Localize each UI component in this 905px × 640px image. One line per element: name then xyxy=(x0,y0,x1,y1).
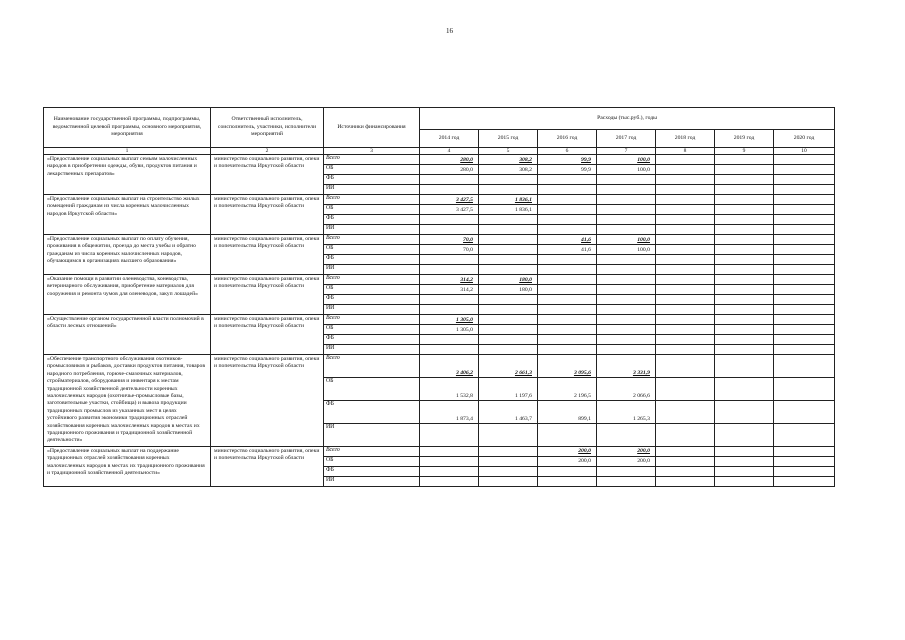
expense-value xyxy=(538,285,597,295)
expense-value xyxy=(597,225,656,235)
expense-value: 308,2 xyxy=(479,155,538,165)
expense-value xyxy=(597,305,656,315)
expense-value xyxy=(656,355,715,378)
expense-value: 180,0 xyxy=(479,285,538,295)
header-index-cell: 5 xyxy=(479,148,538,155)
expense-value: 314,2 xyxy=(420,275,479,285)
expense-value xyxy=(538,265,597,275)
expense-value: 1 836,1 xyxy=(479,205,538,215)
expense-value xyxy=(420,295,479,305)
expense-value xyxy=(715,295,774,305)
expense-value xyxy=(715,466,774,476)
header-index-cell: 6 xyxy=(538,148,597,155)
funding-source: Всего xyxy=(324,355,420,378)
expense-value xyxy=(656,165,715,175)
expense-value: 200,0 xyxy=(538,446,597,456)
expense-value: 3 095,6 xyxy=(538,355,597,378)
header-index-cell: 9 xyxy=(715,148,774,155)
expense-value xyxy=(538,423,597,446)
expense-value: 280,0 xyxy=(420,155,479,165)
funding-source: ОБ xyxy=(324,377,420,400)
expense-value xyxy=(479,245,538,255)
expense-value xyxy=(774,377,835,400)
expense-value xyxy=(479,185,538,195)
expense-value xyxy=(656,275,715,285)
expense-value xyxy=(715,345,774,355)
expense-value xyxy=(656,325,715,335)
table-header xyxy=(44,108,835,155)
expense-value xyxy=(597,255,656,265)
expense-value xyxy=(420,423,479,446)
expense-value xyxy=(597,466,656,476)
expense-value xyxy=(715,185,774,195)
funding-source: ФБ xyxy=(324,215,420,225)
expense-value: 1 197,6 xyxy=(479,377,538,400)
expense-value xyxy=(538,195,597,205)
funding-source: ИИ xyxy=(324,345,420,355)
expense-value xyxy=(597,175,656,185)
measure-name: «Предоставление социальных выплат на поддержание традиционных отраслей хозяйствования коренных малочисленных народов в местах их традиционного проживания и традиционной хозяйственной деятельности» xyxy=(44,446,211,486)
expense-value xyxy=(715,155,774,165)
expense-value xyxy=(774,466,835,476)
expense-value: 1 532,8 xyxy=(420,377,479,400)
expense-value xyxy=(479,295,538,305)
funding-source: Всего xyxy=(324,235,420,245)
header-index-cell: 4 xyxy=(420,148,479,155)
measure-name: «Обеспечение транспортного обслуживания охотников-промысловиков и рыбаков, доставки продуктов питания, товаров народного потребления, горюче-смазочных материалов, стройматериалов, оборудования и инвентаря к местам традиционной хозяйственной деятельности коренных малочисленных народов (охотничье-промысловые базы, заготовительные участки, стойбища) и вывоза продукции традиционных промыслов из указанных мест в целях устойчивого развития экономики традиционных отраслей хозяйствования коренных малочисленных народов в местах их традиционного проживания и традиционной хозяйственной деятельности» xyxy=(44,355,211,447)
expense-value xyxy=(656,205,715,215)
expense-value xyxy=(715,476,774,486)
header-index xyxy=(44,148,835,155)
header-year: 2018 год xyxy=(656,130,715,148)
expense-value xyxy=(420,466,479,476)
expense-value xyxy=(656,225,715,235)
expense-value: 2 661,3 xyxy=(479,355,538,378)
expense-value: 70,0 xyxy=(420,245,479,255)
expense-value: 2 196,5 xyxy=(538,377,597,400)
funding-source: Всего xyxy=(324,446,420,456)
page-number: 16 xyxy=(446,27,453,35)
expense-value xyxy=(420,456,479,466)
expense-value xyxy=(479,466,538,476)
expense-value xyxy=(479,225,538,235)
table-row xyxy=(44,446,835,456)
expense-value xyxy=(597,185,656,195)
table-body xyxy=(44,155,835,487)
expense-value xyxy=(715,355,774,378)
expense-value xyxy=(538,315,597,325)
expense-value xyxy=(656,400,715,423)
expense-value xyxy=(538,476,597,486)
header-year: 2019 год xyxy=(715,130,774,148)
expense-value xyxy=(656,466,715,476)
expense-value xyxy=(774,245,835,255)
expense-value: 100,0 xyxy=(597,155,656,165)
header-expenses: Расходы (тыс.руб.), годы xyxy=(420,108,835,130)
expense-value xyxy=(774,185,835,195)
expense-value xyxy=(656,265,715,275)
responsible-executor: министерство социального развития, опеки и попечительства Иркутской области xyxy=(211,275,324,315)
funding-source: ФБ xyxy=(324,255,420,265)
expense-value xyxy=(656,175,715,185)
expense-value xyxy=(715,456,774,466)
measure-name: «Предоставление социальных выплат семьям малочисленных народов в приобретении одежды, обуви, продуктов питания и лекарственных препаратов» xyxy=(44,155,211,195)
funding-source: ОБ xyxy=(324,285,420,295)
expense-value xyxy=(479,476,538,486)
expense-value xyxy=(774,446,835,456)
funding-source: ФБ xyxy=(324,175,420,185)
expense-value xyxy=(715,205,774,215)
table-row xyxy=(44,315,835,325)
funding-source: Всего xyxy=(324,315,420,325)
expense-value: 1 265,3 xyxy=(597,400,656,423)
expense-value xyxy=(715,446,774,456)
expense-value xyxy=(656,185,715,195)
header-index-cell: 7 xyxy=(597,148,656,155)
expense-value xyxy=(656,155,715,165)
expense-value xyxy=(597,423,656,446)
expense-value xyxy=(420,446,479,456)
header-index-cell: 2 xyxy=(211,148,324,155)
table-row xyxy=(44,155,835,165)
expense-value xyxy=(774,165,835,175)
expense-value xyxy=(656,345,715,355)
measure-name: «Осуществление органом государственной власти полномочий в области лесных отношений» xyxy=(44,315,211,355)
expense-value xyxy=(715,400,774,423)
expense-value xyxy=(774,400,835,423)
expense-value xyxy=(420,345,479,355)
expense-value: 200,0 xyxy=(597,456,656,466)
expense-value xyxy=(420,175,479,185)
expense-value xyxy=(538,295,597,305)
expense-value: 100,0 xyxy=(597,245,656,255)
header-index-cell: 8 xyxy=(656,148,715,155)
expense-value xyxy=(656,335,715,345)
expense-value xyxy=(774,255,835,265)
expense-value xyxy=(656,245,715,255)
expense-value xyxy=(656,476,715,486)
expense-value xyxy=(479,255,538,265)
expense-value xyxy=(774,423,835,446)
expense-value xyxy=(420,185,479,195)
expense-value: 100,0 xyxy=(597,235,656,245)
funding-source: ОБ xyxy=(324,165,420,175)
expense-value xyxy=(597,325,656,335)
expense-value xyxy=(538,185,597,195)
expense-value xyxy=(715,315,774,325)
table-row xyxy=(44,275,835,285)
expense-value xyxy=(715,265,774,275)
funding-source: ОБ xyxy=(324,205,420,215)
expense-value xyxy=(597,265,656,275)
expense-value xyxy=(774,215,835,225)
expense-value: 3 406,2 xyxy=(420,355,479,378)
expense-value xyxy=(774,205,835,215)
expense-value xyxy=(774,295,835,305)
expense-value xyxy=(479,305,538,315)
expense-value xyxy=(715,305,774,315)
expense-value xyxy=(420,335,479,345)
expense-value xyxy=(597,215,656,225)
expense-value xyxy=(479,175,538,185)
funding-source: ФБ xyxy=(324,400,420,423)
expense-value xyxy=(774,476,835,486)
funding-source: ИИ xyxy=(324,265,420,275)
expense-value: 2 066,6 xyxy=(597,377,656,400)
funding-source: Всего xyxy=(324,195,420,205)
expense-value xyxy=(479,215,538,225)
expense-value xyxy=(538,215,597,225)
expense-value xyxy=(420,215,479,225)
expense-value xyxy=(774,175,835,185)
expense-value xyxy=(774,355,835,378)
expense-value xyxy=(774,275,835,285)
expense-value xyxy=(774,335,835,345)
expense-value xyxy=(479,335,538,345)
responsible-executor: министерство социального развития, опеки и попечительства Иркутской области xyxy=(211,315,324,355)
expense-value xyxy=(538,335,597,345)
expense-value xyxy=(538,466,597,476)
expense-value xyxy=(656,423,715,446)
expense-value: 70,0 xyxy=(420,235,479,245)
measure-name: «Предоставление социальных выплат на строительство жилых помещений гражданам из числа коренных малочисленных народов Иркутской области» xyxy=(44,195,211,235)
expense-value xyxy=(597,315,656,325)
expense-value: 314,2 xyxy=(420,285,479,295)
expense-value xyxy=(479,265,538,275)
expense-value: 280,0 xyxy=(420,165,479,175)
funding-source: ИИ xyxy=(324,476,420,486)
header-index-cell: 1 xyxy=(44,148,211,155)
responsible-executor: министерство социального развития, опеки и попечительства Иркутской области xyxy=(211,355,324,447)
expense-value: 41,6 xyxy=(538,235,597,245)
expense-value: 899,1 xyxy=(538,400,597,423)
table-row xyxy=(44,195,835,205)
expense-value xyxy=(774,225,835,235)
table-row xyxy=(44,355,835,378)
header-year: 2015 год xyxy=(479,130,538,148)
expense-value xyxy=(420,255,479,265)
expense-value xyxy=(715,225,774,235)
expense-value: 3 427,5 xyxy=(420,205,479,215)
expense-value xyxy=(656,215,715,225)
header-year: 2017 год xyxy=(597,130,656,148)
header-index-cell: 3 xyxy=(324,148,420,155)
expense-value: 1 873,4 xyxy=(420,400,479,423)
expense-value xyxy=(774,235,835,245)
expense-value xyxy=(715,325,774,335)
expense-value xyxy=(774,315,835,325)
expense-value xyxy=(715,423,774,446)
measure-name: «Предоставление социальных выплат по оплату обучения, проживания в общежитии, проезда до места учебы и обратно гражданам из числа коренных малочисленных народов, обучающимся в организациях высшего образования» xyxy=(44,235,211,275)
expense-value xyxy=(479,345,538,355)
funding-source: ФБ xyxy=(324,295,420,305)
expense-value: 1 305,0 xyxy=(420,325,479,335)
funding-source: Всего xyxy=(324,155,420,165)
expense-value xyxy=(479,423,538,446)
funding-source: ОБ xyxy=(324,456,420,466)
expense-value: 99,9 xyxy=(538,155,597,165)
expense-value xyxy=(479,315,538,325)
expense-value xyxy=(774,195,835,205)
expense-value xyxy=(479,235,538,245)
expense-value xyxy=(715,275,774,285)
expense-value: 200,0 xyxy=(597,446,656,456)
expense-value xyxy=(656,255,715,265)
expense-value xyxy=(774,325,835,335)
expense-value xyxy=(538,305,597,315)
expense-value xyxy=(715,195,774,205)
funding-source: ОБ xyxy=(324,325,420,335)
funding-source: ФБ xyxy=(324,466,420,476)
expense-value xyxy=(774,345,835,355)
expense-value xyxy=(774,456,835,466)
expense-value xyxy=(774,265,835,275)
expense-value xyxy=(774,305,835,315)
expense-value: 100,0 xyxy=(597,165,656,175)
expense-value xyxy=(479,456,538,466)
expense-value xyxy=(715,165,774,175)
expense-value xyxy=(656,295,715,305)
expense-value xyxy=(538,175,597,185)
expense-value: 41,6 xyxy=(538,245,597,255)
funding-source: ИИ xyxy=(324,185,420,195)
expense-value xyxy=(538,205,597,215)
expense-value xyxy=(538,255,597,265)
header-year: 2016 год xyxy=(538,130,597,148)
header-source: Источники финансирования xyxy=(324,108,420,148)
responsible-executor: министерство социального развития, опеки и попечительства Иркутской области xyxy=(211,155,324,195)
expense-value xyxy=(715,235,774,245)
expense-value xyxy=(774,285,835,295)
expense-value xyxy=(420,265,479,275)
expense-value xyxy=(538,275,597,285)
expense-value xyxy=(715,255,774,265)
expense-value xyxy=(479,325,538,335)
expense-value xyxy=(597,345,656,355)
expense-value xyxy=(597,275,656,285)
header-name: Наименование государственной программы, подпрограммы, ведомственной целевой программы, основного мероприятия, мероприятия xyxy=(44,108,211,148)
expense-value xyxy=(597,205,656,215)
responsible-executor: министерство социального развития, опеки и попечительства Иркутской области xyxy=(211,235,324,275)
expense-value: 1 836,1 xyxy=(479,195,538,205)
funding-source: ИИ xyxy=(324,225,420,235)
funding-source: ИИ xyxy=(324,423,420,446)
expense-value: 3 427,5 xyxy=(420,195,479,205)
expense-value xyxy=(597,335,656,345)
expense-value xyxy=(597,295,656,305)
expense-value xyxy=(597,476,656,486)
expense-value xyxy=(420,225,479,235)
header-year: 2014 год xyxy=(420,130,479,148)
expense-value xyxy=(774,155,835,165)
expense-value: 1 463,7 xyxy=(479,400,538,423)
table-row xyxy=(44,235,835,245)
responsible-executor: министерство социального развития, опеки и попечительства Иркутской области xyxy=(211,195,324,235)
expense-value: 3 331,9 xyxy=(597,355,656,378)
header-year: 2020 год xyxy=(774,130,835,148)
expense-value xyxy=(597,195,656,205)
funding-source: ИИ xyxy=(324,305,420,315)
expense-value xyxy=(656,285,715,295)
responsible-executor: министерство социального развития, опеки и попечительства Иркутской области xyxy=(211,446,324,486)
expense-value xyxy=(538,225,597,235)
funding-source: ФБ xyxy=(324,335,420,345)
header-index-cell: 10 xyxy=(774,148,835,155)
expense-value xyxy=(656,305,715,315)
expense-value xyxy=(656,195,715,205)
expense-value xyxy=(538,345,597,355)
funding-source: ОБ xyxy=(324,245,420,255)
expense-value: 1 305,0 xyxy=(420,315,479,325)
expenses-table xyxy=(43,107,835,487)
expense-value xyxy=(656,315,715,325)
expense-value xyxy=(715,245,774,255)
expense-value xyxy=(597,285,656,295)
expense-value xyxy=(715,215,774,225)
expense-value: 180,0 xyxy=(479,275,538,285)
expense-value xyxy=(656,235,715,245)
expense-value xyxy=(538,325,597,335)
measure-name: «Оказание помощи в развитии оленеводства, коневодства, ветеринарного обслуживания, приобретение материалов для сооружения и ремонта чумов для оленеводов, закуп лошадей» xyxy=(44,275,211,315)
expense-value xyxy=(715,175,774,185)
expense-value xyxy=(715,377,774,400)
expense-value xyxy=(479,446,538,456)
expense-value: 200,0 xyxy=(538,456,597,466)
expense-value xyxy=(420,305,479,315)
expense-value xyxy=(420,476,479,486)
expense-value xyxy=(715,285,774,295)
funding-source: Всего xyxy=(324,275,420,285)
expense-value xyxy=(715,335,774,345)
expense-value xyxy=(656,446,715,456)
expense-value xyxy=(656,377,715,400)
header-responsible: Ответственный исполнитель, соисполнитель, участники, исполнители мероприятий xyxy=(211,108,324,148)
expense-value: 308,2 xyxy=(479,165,538,175)
expense-value xyxy=(656,456,715,466)
expense-value: 99,9 xyxy=(538,165,597,175)
